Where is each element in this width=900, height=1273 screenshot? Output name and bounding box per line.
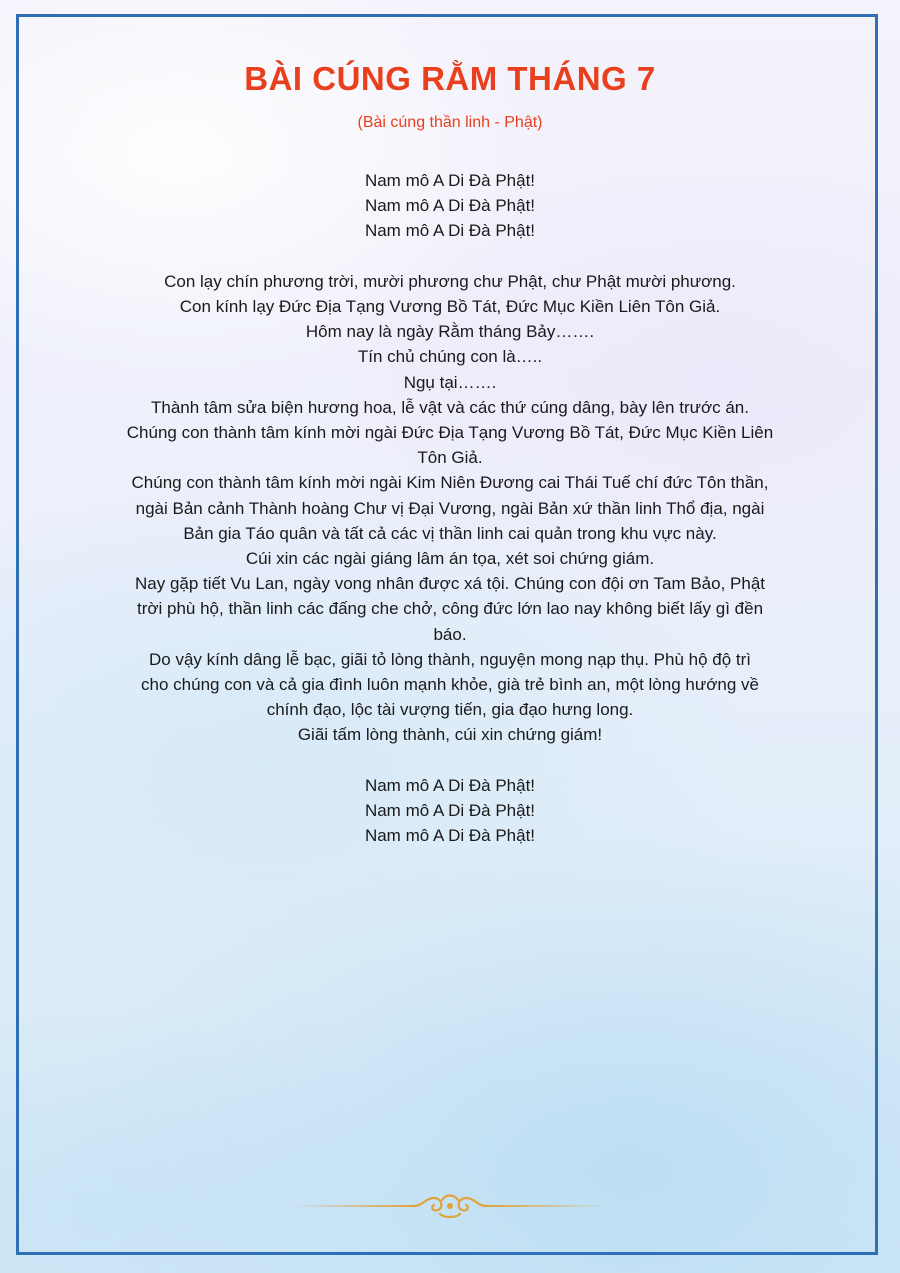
closing-line: Nam mô A Di Đà Phật!	[364, 826, 536, 846]
paragraph-gap	[90, 748, 810, 773]
body-line: Cúi xin các ngài giáng lâm án tọa, xét soi chứng giám.	[245, 549, 655, 569]
body-line: Con lạy chín phương trời, mười phương chư Phật, chư Phật mười phương.	[164, 271, 736, 291]
opening-line: Nam mô A Di Đà Phật!	[364, 221, 536, 241]
body-line: Nay gặp tiết Vu Lan, ngày vong nhân được xá tội. Chúng con đội ơn Tam Bảo, Phật	[134, 574, 766, 594]
body-line: trời phù hộ, thần linh các đấng che chở, công đức lớn lao nay không biết lấy gì đền	[136, 599, 764, 619]
body-line: Bản gia Táo quân và tất cả các vị thần linh cai quản trong khu vực này.	[183, 523, 717, 543]
page-title: BÀI CÚNG RẰM THÁNG 7	[244, 60, 656, 97]
body-line: chính đạo, lộc tài vượng tiến, gia đạo hưng long.	[266, 700, 634, 720]
body-line: Thành tâm sửa biện hương hoa, lễ vật và các thứ cúng dâng, bày lên trước án.	[151, 397, 749, 417]
opening-line: Nam mô A Di Đà Phật!	[364, 171, 536, 190]
opening-line: Nam mô A Di Đà Phật!	[364, 196, 536, 216]
body-line: Tín chủ chúng con là…..	[357, 347, 543, 367]
body-line: Chúng con thành tâm kính mời ngài Kim Niên Đương cai Thái Tuế chí đức Tôn thần,	[131, 473, 769, 493]
body-line: Ngụ tại…….	[403, 372, 497, 392]
body-line: báo.	[433, 624, 467, 644]
paragraph-gap	[90, 244, 810, 269]
page-subtitle: (Bài cúng thần linh - Phật)	[357, 114, 543, 131]
body-line: Tôn Giả.	[417, 448, 483, 468]
body-line: Giãi tấm lòng thành, cúi xin chứng giám!	[297, 725, 603, 745]
body-line: Do vậy kính dâng lễ bạc, giãi tỏ lòng thành, nguyện mong nạp thụ. Phù hộ độ trì	[148, 649, 752, 669]
body-line: ngài Bản cảnh Thành hoàng Chư vị Đại Vương, ngài Bản xứ thần linh Thổ địa, ngài	[135, 498, 765, 518]
body-line: Con kính lạy Đức Địa Tạng Vương Bồ Tát, Đức Mục Kiền Liên Tôn Giả.	[179, 297, 721, 316]
gold-scroll-divider-icon	[292, 1188, 608, 1224]
body-line: Hôm nay là ngày Rằm tháng Bảy…….	[305, 322, 595, 342]
body-line: cho chúng con và cả gia đình luôn mạnh khỏe, già trẻ bình an, một lòng hướng về	[141, 675, 759, 695]
closing-line: Nam mô A Di Đà Phật!	[364, 775, 536, 795]
body-line: Chúng con thành tâm kính mời ngài Đức Địa Tạng Vương Bồ Tát, Đức Mục Kiền Liên	[126, 423, 774, 443]
closing-line: Nam mô A Di Đà Phật!	[364, 801, 536, 821]
prayer-text	[90, 168, 810, 848]
